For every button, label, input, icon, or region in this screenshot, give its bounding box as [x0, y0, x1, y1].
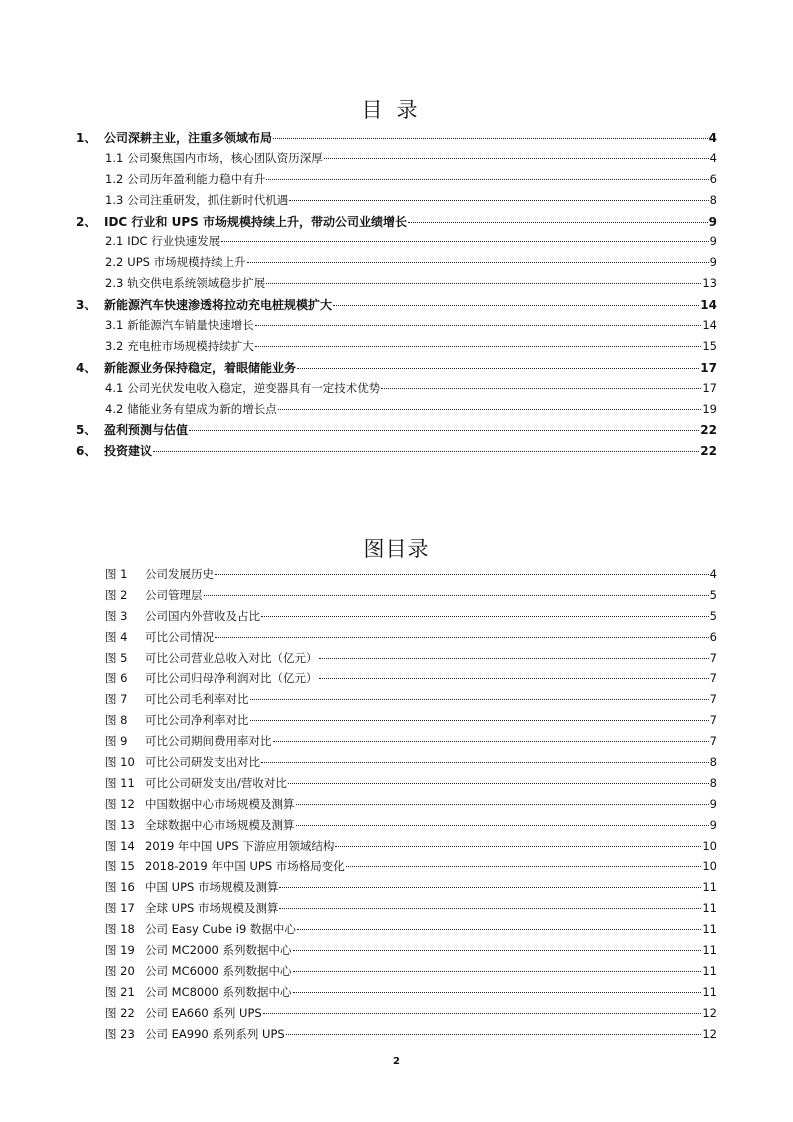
figure-entry-page: 10: [702, 838, 717, 853]
toc-entry[interactable]: [76, 275, 717, 296]
figure-entry-label: 中国 UPS 市场规模及测算: [145, 880, 279, 895]
toc-dot-leader: [255, 346, 702, 347]
toc-dot-leader: [278, 409, 702, 410]
figure-dot-leader: [215, 637, 709, 638]
figure-entry-label: 2018-2019 年中国 UPS 市场格局变化: [145, 859, 345, 874]
figure-dot-leader: [279, 908, 701, 909]
figure-entry[interactable]: [76, 858, 717, 879]
toc-entry-page: 14: [702, 318, 717, 333]
figure-entry-page: 5: [709, 608, 717, 623]
figure-entry-label: 公司 Easy Cube i9 数据中心: [145, 922, 296, 937]
figure-entry[interactable]: [76, 733, 717, 754]
figure-entry-label: 公司 EA990 系列系列 UPS: [145, 1026, 285, 1041]
figure-entry-page: 6: [709, 629, 717, 644]
figure-entry-page: 11: [702, 963, 717, 978]
figure-entry-label: 可比公司研发支出对比: [145, 755, 260, 770]
toc-entry[interactable]: [76, 421, 717, 442]
toc-dot-leader: [255, 325, 702, 326]
toc-entry-page: 14: [700, 298, 717, 313]
figure-dot-leader: [319, 678, 709, 679]
toc-entry[interactable]: [76, 150, 717, 171]
toc-entry-number: 2.1: [105, 234, 124, 249]
figure-entry-label: 中国数据中心市场规模及测算: [145, 796, 295, 811]
figure-entry[interactable]: [76, 629, 717, 650]
toc-dot-leader: [297, 368, 699, 369]
figure-entry-number: 图 3: [105, 608, 128, 623]
figure-entry-label: 公司 MC2000 系列数据中心: [145, 943, 292, 958]
figure-entry[interactable]: [76, 691, 717, 712]
figure-entry-page: 7: [709, 734, 717, 749]
toc-entry-label: 新能源汽车销量快速增长: [127, 318, 254, 333]
figure-entry[interactable]: [76, 775, 717, 796]
figure-entry-label: 全球数据中心市场规模及测算: [145, 817, 295, 832]
figure-entry-number: 图 1: [105, 567, 128, 581]
figure-entry-page: 12: [702, 1005, 717, 1020]
figure-dot-leader: [286, 1034, 702, 1035]
figure-entry-page: 7: [709, 671, 717, 686]
figure-entry-label: 公司发展历史: [145, 567, 214, 581]
figure-entry-number: 图 5: [105, 650, 128, 665]
toc-entry[interactable]: [76, 401, 717, 422]
toc-dot-leader: [153, 451, 699, 452]
toc-entry-page: 9: [709, 234, 717, 249]
figure-entry[interactable]: [76, 712, 717, 733]
toc-entry-number: 1.1: [105, 150, 124, 165]
toc-dot-leader: [408, 222, 708, 223]
toc-entry-page: 13: [702, 276, 717, 291]
figure-entry-number: 图 14: [105, 838, 135, 853]
toc-entry-label: IDC 行业快速发展: [127, 234, 221, 249]
figure-dot-leader: [204, 595, 709, 596]
figure-entry[interactable]: [76, 921, 717, 942]
figure-entry-number: 图 10: [105, 755, 135, 770]
figure-entry[interactable]: [76, 879, 717, 900]
figure-dot-leader: [250, 699, 709, 700]
figure-entry[interactable]: [76, 942, 717, 963]
figure-dot-leader: [319, 658, 709, 659]
toc-entry[interactable]: [76, 233, 717, 254]
toc-entry-number: 4.2: [105, 401, 124, 416]
toc-entry[interactable]: [76, 317, 717, 338]
toc-entry-number: 6、: [76, 444, 97, 459]
figure-entry-page: 11: [702, 943, 717, 958]
page-number: 2: [393, 1056, 400, 1067]
figure-entry-label: 公司国内外营收及占比: [145, 608, 260, 623]
toc-dot-leader: [266, 283, 701, 284]
figure-dot-leader: [261, 762, 709, 763]
figure-entry[interactable]: [76, 608, 717, 629]
toc-list: [76, 129, 717, 463]
figure-entry-page: 7: [709, 650, 717, 665]
figure-dot-leader: [293, 992, 702, 993]
figure-dot-leader: [215, 574, 709, 575]
toc-dot-leader: [333, 305, 699, 306]
figure-entry-label: 2019 年中国 UPS 下游应用领域结构: [145, 838, 335, 853]
figure-dot-leader: [296, 804, 709, 805]
toc-entry[interactable]: [76, 129, 717, 150]
figure-entry-label: 可比公司净利率对比: [145, 713, 249, 728]
figure-entry-page: 10: [702, 859, 717, 874]
toc-entry-label: 公司聚焦国内市场，核心团队资历深厚: [127, 150, 323, 165]
toc-entry[interactable]: [76, 442, 717, 463]
figure-dot-leader: [335, 846, 701, 847]
figure-entry-label: 可比公司毛利率对比: [145, 692, 249, 707]
toc-dot-leader: [381, 388, 701, 389]
figure-entry-page: 8: [709, 775, 717, 790]
toc-dot-leader: [189, 430, 699, 431]
toc-dot-leader: [247, 262, 709, 263]
figure-entry[interactable]: [76, 670, 717, 691]
figure-entry-number: 图 23: [105, 1026, 135, 1041]
toc-entry[interactable]: [76, 213, 717, 234]
toc-entry-page: 22: [700, 444, 717, 459]
figure-entry[interactable]: [76, 1005, 717, 1026]
figure-list-title: 图目录: [363, 537, 430, 561]
toc-entry-number: 4.1: [105, 380, 124, 395]
toc-entry-label: IDC 行业和 UPS 市场规模持续上升，带动公司业绩增长: [104, 214, 407, 229]
toc-entry-page: 9: [709, 255, 717, 270]
toc-entry-label: 投资建议: [104, 444, 153, 459]
toc-entry-number: 1.3: [105, 192, 124, 207]
toc-title: 目录: [361, 98, 432, 122]
figure-entry-number: 图 15: [105, 859, 135, 874]
toc-entry[interactable]: [76, 171, 717, 192]
figure-entry[interactable]: [76, 650, 717, 671]
toc-entry-number: 1、: [76, 131, 97, 145]
toc-entry-page: 17: [702, 380, 717, 395]
figure-dot-leader: [296, 825, 709, 826]
figure-entry-label: 全球 UPS 市场规模及测算: [145, 901, 279, 916]
toc-entry-page: 9: [708, 214, 717, 229]
figure-entry[interactable]: [76, 1026, 717, 1047]
figure-entry-number: 图 6: [105, 671, 128, 686]
figure-entry-page: 12: [702, 1026, 717, 1041]
figure-entry-number: 图 21: [105, 984, 135, 999]
toc-entry-number: 1.2: [105, 171, 124, 186]
figure-entry-page: 7: [709, 692, 717, 707]
figure-entry-label: 可比公司归母净利润对比（亿元）: [145, 671, 318, 686]
figure-entry-number: 图 7: [105, 692, 128, 707]
toc-entry-label: 公司历年盈利能力稳中有升: [127, 171, 266, 186]
toc-entry-number: 5、: [76, 423, 97, 438]
figure-entry-number: 图 8: [105, 713, 128, 728]
toc-dot-leader: [221, 241, 708, 242]
figure-entry-label: 公司管理层: [145, 587, 203, 602]
toc-entry-page: 22: [700, 423, 717, 438]
toc-entry-label: 新能源业务保持稳定，着眼储能业务: [104, 360, 297, 375]
toc-entry-label: 轨交供电系统领域稳步扩展: [127, 276, 266, 291]
toc-entry-page: 19: [702, 401, 717, 416]
figure-dot-leader: [263, 1013, 702, 1014]
toc-entry-page: 8: [709, 192, 717, 207]
toc-dot-leader: [266, 179, 708, 180]
figure-list: [76, 566, 717, 1046]
figure-dot-leader: [261, 616, 709, 617]
figure-entry-number: 图 11: [105, 775, 135, 790]
figure-dot-leader: [346, 866, 702, 867]
toc-entry-number: 2、: [76, 214, 97, 229]
toc-entry[interactable]: [76, 192, 717, 213]
figure-entry[interactable]: [76, 900, 717, 921]
figure-entry-page: 11: [702, 901, 717, 916]
figure-entry-page: 11: [702, 880, 717, 895]
figure-entry-number: 图 18: [105, 922, 135, 937]
figure-entry-number: 图 2: [105, 587, 128, 602]
figure-entry-number: 图 17: [105, 901, 135, 916]
toc-entry[interactable]: [76, 338, 717, 359]
toc-entry[interactable]: [76, 296, 717, 317]
figure-entry-page: 4: [709, 567, 717, 581]
toc-dot-leader: [324, 158, 709, 159]
figure-entry-label: 可比公司情况: [145, 629, 214, 644]
figure-entry[interactable]: [76, 587, 717, 608]
figure-entry-number: 图 9: [105, 734, 128, 749]
toc-entry-page: 15: [702, 338, 717, 353]
toc-entry-number: 2.3: [105, 276, 124, 291]
figure-dot-leader: [293, 971, 702, 972]
figure-entry-page: 8: [709, 755, 717, 770]
toc-entry-label: 公司深耕主业，注重多领域布局: [104, 131, 273, 145]
figure-entry-label: 公司 EA660 系列 UPS: [145, 1005, 262, 1020]
toc-entry[interactable]: [76, 254, 717, 275]
figure-entry-number: 图 19: [105, 943, 135, 958]
toc-entry-number: 3.2: [105, 338, 124, 353]
toc-entry-number: 4、: [76, 360, 97, 375]
figure-entry-number: 图 12: [105, 796, 135, 811]
figure-entry-number: 图 20: [105, 963, 135, 978]
toc-entry[interactable]: [76, 380, 717, 401]
figure-entry-page: 11: [702, 984, 717, 999]
figure-dot-leader: [297, 929, 701, 930]
figure-dot-leader: [293, 950, 702, 951]
figure-entry[interactable]: [76, 817, 717, 838]
toc-entry-page: 6: [709, 171, 717, 186]
figure-dot-leader: [288, 783, 709, 784]
toc-dot-leader: [289, 200, 708, 201]
figure-entry-page: 7: [709, 713, 717, 728]
figure-entry-label: 可比公司研发支出/营收对比: [145, 775, 287, 790]
figure-entry[interactable]: [76, 984, 717, 1005]
toc-entry-number: 2.2: [105, 255, 124, 270]
figure-entry-number: 图 22: [105, 1005, 135, 1020]
toc-entry-page: 4: [709, 150, 717, 165]
toc-dot-leader: [273, 138, 708, 139]
figure-entry-label: 公司 MC8000 系列数据中心: [145, 984, 292, 999]
figure-entry-number: 图 16: [105, 880, 135, 895]
figure-entry-page: 11: [702, 922, 717, 937]
figure-entry-page: 9: [709, 796, 717, 811]
toc-entry-label: 新能源汽车快速渗透将拉动充电桩规模扩大: [104, 298, 333, 313]
toc-entry-label: 储能业务有望成为新的增长点: [127, 401, 277, 416]
toc-entry-label: 盈利预测与估值: [104, 423, 189, 438]
toc-entry-label: 公司光伏发电收入稳定，逆变器具有一定技术优势: [127, 380, 381, 395]
toc-entry[interactable]: [76, 359, 717, 380]
toc-entry-label: 公司注重研发，抓住新时代机遇: [127, 192, 289, 207]
toc-entry-number: 3、: [76, 298, 97, 313]
toc-entry-label: 充电桩市场规模持续扩大: [127, 338, 254, 353]
figure-dot-leader: [273, 741, 709, 742]
figure-entry-label: 可比公司期间费用率对比: [145, 734, 272, 749]
figure-entry-number: 图 4: [105, 629, 128, 644]
figure-entry[interactable]: [76, 796, 717, 817]
figure-dot-leader: [250, 720, 709, 721]
figure-entry[interactable]: [76, 838, 717, 859]
figure-entry-page: 9: [709, 817, 717, 832]
figure-entry-label: 公司 MC6000 系列数据中心: [145, 963, 292, 978]
toc-entry-label: UPS 市场规模持续上升: [127, 255, 246, 270]
toc-entry-page: 4: [708, 131, 717, 145]
figure-entry[interactable]: [76, 963, 717, 984]
figure-entry-page: 5: [709, 587, 717, 602]
toc-entry-number: 3.1: [105, 318, 124, 333]
toc-entry-page: 17: [700, 360, 717, 375]
figure-entry[interactable]: [76, 566, 717, 587]
figure-entry-number: 图 13: [105, 817, 135, 832]
figure-entry[interactable]: [76, 754, 717, 775]
figure-dot-leader: [279, 887, 701, 888]
figure-entry-label: 可比公司营业总收入对比（亿元）: [145, 650, 318, 665]
